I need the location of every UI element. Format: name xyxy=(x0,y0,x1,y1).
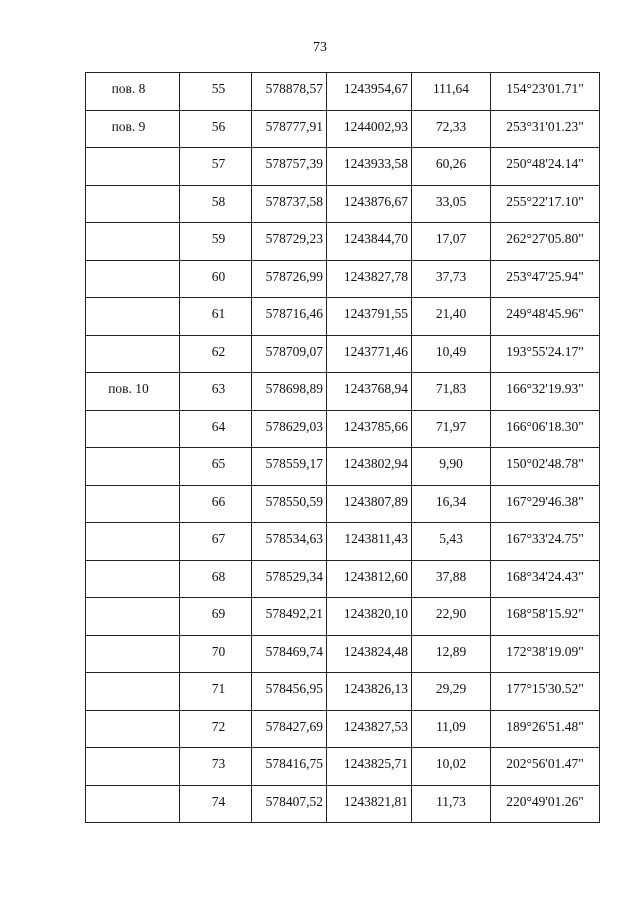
distance-cell-text: 29,29 xyxy=(435,681,467,696)
turn-label-cell-text xyxy=(86,448,179,456)
distance-cell xyxy=(412,298,491,336)
y-coordinate-cell-text: 1243768,94 xyxy=(343,381,408,396)
y-coordinate-cell-text: 1243876,67 xyxy=(343,193,408,209)
bearing-angle-cell-text: 193°55'24.17" xyxy=(506,343,584,359)
point-number-cell-text: 71 xyxy=(211,681,226,696)
y-coordinate-cell xyxy=(327,298,412,336)
distance-cell xyxy=(412,260,491,298)
distance-cell-text: 11,73 xyxy=(436,793,466,809)
y-coordinate-cell xyxy=(327,523,412,561)
point-number-cell xyxy=(180,485,252,523)
bearing-angle-cell-text: 202°56'01.47" xyxy=(506,756,584,771)
distance-cell xyxy=(412,110,491,148)
turn-label-cell xyxy=(86,635,180,673)
x-coordinate-cell-text: 578878,57 xyxy=(265,81,323,96)
point-number-cell-text: 57 xyxy=(211,156,226,171)
point-number-cell xyxy=(180,373,252,411)
table-row xyxy=(86,485,600,523)
page-number: 73 xyxy=(313,40,327,55)
y-coordinate-cell xyxy=(327,598,412,636)
x-coordinate-cell xyxy=(252,410,327,448)
y-coordinate-cell xyxy=(327,260,412,298)
bearing-angle-cell-text: 150°02'48.78" xyxy=(506,456,584,471)
bearing-angle-cell-text: 168°34'24.43" xyxy=(506,568,584,584)
turn-label-cell-text xyxy=(86,261,179,269)
distance-cell xyxy=(412,223,491,261)
point-number-cell xyxy=(180,785,252,823)
distance-cell-text: 71,83 xyxy=(435,381,467,396)
distance-cell-text: 11,09 xyxy=(436,718,466,734)
bearing-angle-cell xyxy=(491,410,600,448)
y-coordinate-cell-text: 1243820,10 xyxy=(343,606,408,621)
y-coordinate-cell-text: 1243791,55 xyxy=(343,306,408,321)
y-coordinate-cell-text: 1243825,71 xyxy=(343,756,408,771)
turn-label-cell xyxy=(86,523,180,561)
bearing-angle-cell-text: 262°27'05.80" xyxy=(506,231,584,246)
y-coordinate-cell xyxy=(327,223,412,261)
point-number-cell-text: 63 xyxy=(211,381,226,396)
x-coordinate-cell xyxy=(252,785,327,823)
bearing-angle-cell-text: 168°58'15.92" xyxy=(506,606,584,621)
y-coordinate-cell xyxy=(327,635,412,673)
turn-label-cell-text xyxy=(86,598,179,606)
bearing-angle-cell xyxy=(491,673,600,711)
distance-cell xyxy=(412,185,491,223)
x-coordinate-cell-text: 578729,23 xyxy=(265,231,323,246)
y-coordinate-cell xyxy=(327,560,412,598)
y-coordinate-cell-text: 1243811,43 xyxy=(344,531,408,546)
point-number-cell-text: 62 xyxy=(211,343,226,359)
bearing-angle-cell xyxy=(491,560,600,598)
point-number-cell xyxy=(180,223,252,261)
x-coordinate-cell xyxy=(252,110,327,148)
turn-label-cell-text xyxy=(86,523,179,531)
bearing-angle-cell xyxy=(491,710,600,748)
x-coordinate-cell-text: 578456,95 xyxy=(265,681,323,696)
distance-cell xyxy=(412,523,491,561)
y-coordinate-cell xyxy=(327,748,412,786)
x-coordinate-cell xyxy=(252,448,327,486)
table-row xyxy=(86,523,600,561)
distance-cell xyxy=(412,410,491,448)
y-coordinate-cell xyxy=(327,410,412,448)
point-number-cell-text: 67 xyxy=(211,531,226,546)
bearing-angle-cell xyxy=(491,260,600,298)
distance-cell xyxy=(412,73,491,111)
turn-label-cell xyxy=(86,710,180,748)
y-coordinate-cell xyxy=(327,485,412,523)
distance-cell xyxy=(412,598,491,636)
bearing-angle-cell xyxy=(491,635,600,673)
y-coordinate-cell-text: 1244002,93 xyxy=(343,118,408,134)
x-coordinate-cell xyxy=(252,373,327,411)
x-coordinate-cell-text: 578629,03 xyxy=(265,418,323,434)
distance-cell-text: 71,97 xyxy=(435,418,467,434)
turn-label-cell-text xyxy=(86,748,179,756)
turn-label-cell xyxy=(86,598,180,636)
x-coordinate-cell-text: 578716,46 xyxy=(265,306,323,321)
point-number-cell-text: 68 xyxy=(211,568,226,584)
x-coordinate-cell xyxy=(252,260,327,298)
distance-cell-text: 9,90 xyxy=(439,456,463,471)
distance-cell-text: 10,49 xyxy=(435,343,467,359)
y-coordinate-cell-text: 1243785,66 xyxy=(343,418,408,434)
point-number-cell-text: 70 xyxy=(211,643,226,659)
table-row xyxy=(86,635,600,673)
point-number-cell xyxy=(180,598,252,636)
coordinates-table xyxy=(85,72,600,823)
distance-cell xyxy=(412,748,491,786)
y-coordinate-cell-text: 1243844,70 xyxy=(343,231,408,246)
distance-cell xyxy=(412,710,491,748)
x-coordinate-cell xyxy=(252,148,327,186)
turn-label-cell-text xyxy=(86,486,179,494)
x-coordinate-cell-text: 578559,17 xyxy=(265,456,323,471)
bearing-angle-cell-text: 154°23'01.71" xyxy=(506,81,584,96)
point-number-cell-text: 74 xyxy=(211,793,226,809)
y-coordinate-cell xyxy=(327,185,412,223)
x-coordinate-cell-text: 578698,89 xyxy=(265,381,323,396)
bearing-angle-cell-text: 166°32'19.93" xyxy=(506,381,584,396)
point-number-cell xyxy=(180,185,252,223)
y-coordinate-cell-text: 1243827,78 xyxy=(343,268,408,284)
y-coordinate-cell xyxy=(327,148,412,186)
table-row xyxy=(86,73,600,111)
point-number-cell xyxy=(180,148,252,186)
y-coordinate-cell xyxy=(327,335,412,373)
y-coordinate-cell-text: 1243827,53 xyxy=(343,718,408,734)
distance-cell-text: 17,07 xyxy=(435,231,467,246)
x-coordinate-cell-text: 578726,99 xyxy=(265,268,323,284)
bearing-angle-cell-text: 255°22'17.10" xyxy=(506,193,584,209)
table-row xyxy=(86,560,600,598)
x-coordinate-cell-text: 578427,69 xyxy=(265,718,323,734)
point-number-cell xyxy=(180,410,252,448)
bearing-angle-cell xyxy=(491,748,600,786)
point-number-cell xyxy=(180,73,252,111)
turn-label-cell-text xyxy=(86,411,179,419)
turn-label-cell-text xyxy=(86,148,179,156)
table-row xyxy=(86,148,600,186)
distance-cell-text: 12,89 xyxy=(435,643,467,659)
turn-label-cell xyxy=(86,110,180,148)
turn-label-cell xyxy=(86,785,180,823)
turn-label-cell xyxy=(86,298,180,336)
turn-label-cell xyxy=(86,448,180,486)
y-coordinate-cell-text: 1243771,46 xyxy=(343,343,408,359)
bearing-angle-cell-text: 172°38'19.09" xyxy=(506,643,584,659)
turn-label-cell-text: пов. 9 xyxy=(111,118,146,134)
turn-label-cell xyxy=(86,410,180,448)
x-coordinate-cell xyxy=(252,635,327,673)
bearing-angle-cell xyxy=(491,335,600,373)
bearing-angle-cell xyxy=(491,298,600,336)
table-row xyxy=(86,710,600,748)
x-coordinate-cell xyxy=(252,73,327,111)
distance-cell xyxy=(412,335,491,373)
x-coordinate-cell-text: 578416,75 xyxy=(265,756,323,771)
y-coordinate-cell-text: 1243802,94 xyxy=(343,456,408,471)
distance-cell xyxy=(412,373,491,411)
distance-cell-text: 37,73 xyxy=(435,268,467,284)
y-coordinate-cell xyxy=(327,710,412,748)
turn-label-cell-text xyxy=(86,298,179,306)
x-coordinate-cell xyxy=(252,223,327,261)
bearing-angle-cell-text: 167°29'46.38" xyxy=(506,493,584,509)
point-number-cell xyxy=(180,748,252,786)
bearing-angle-cell xyxy=(491,448,600,486)
x-coordinate-cell xyxy=(252,710,327,748)
x-coordinate-cell-text: 578407,52 xyxy=(265,793,323,809)
distance-cell-text: 37,88 xyxy=(435,568,467,584)
distance-cell-text: 72,33 xyxy=(435,118,467,134)
bearing-angle-cell xyxy=(491,485,600,523)
y-coordinate-cell-text: 1243826,13 xyxy=(343,681,408,696)
point-number-cell xyxy=(180,635,252,673)
x-coordinate-cell xyxy=(252,598,327,636)
y-coordinate-cell xyxy=(327,73,412,111)
distance-cell-text: 10,02 xyxy=(435,756,467,771)
point-number-cell-text: 58 xyxy=(211,193,226,209)
turn-label-cell-text xyxy=(86,223,179,231)
table-row xyxy=(86,748,600,786)
point-number-cell xyxy=(180,298,252,336)
distance-cell-text: 5,43 xyxy=(439,531,463,546)
x-coordinate-cell xyxy=(252,485,327,523)
point-number-cell-text: 60 xyxy=(211,268,226,284)
y-coordinate-cell-text: 1243954,67 xyxy=(343,81,408,96)
distance-cell xyxy=(412,673,491,711)
point-number-cell xyxy=(180,448,252,486)
x-coordinate-cell-text: 578529,34 xyxy=(265,568,323,584)
table-row xyxy=(86,185,600,223)
point-number-cell-text: 65 xyxy=(211,456,226,471)
y-coordinate-cell-text: 1243807,89 xyxy=(343,493,408,509)
bearing-angle-cell-text: 167°33'24.75" xyxy=(506,531,584,546)
turn-label-cell xyxy=(86,373,180,411)
turn-label-cell xyxy=(86,260,180,298)
turn-label-cell xyxy=(86,185,180,223)
turn-label-cell xyxy=(86,223,180,261)
turn-label-cell-text: пов. 8 xyxy=(111,81,146,96)
table-row xyxy=(86,598,600,636)
y-coordinate-cell-text: 1243812,60 xyxy=(343,568,408,584)
distance-cell-text: 16,34 xyxy=(435,493,467,509)
point-number-cell-text: 59 xyxy=(211,231,226,246)
table-row xyxy=(86,673,600,711)
point-number-cell-text: 55 xyxy=(211,81,226,96)
coordinates-table-body xyxy=(86,73,600,823)
turn-label-cell xyxy=(86,148,180,186)
turn-label-cell-text xyxy=(86,186,179,194)
point-number-cell-text: 73 xyxy=(211,756,226,771)
point-number-cell-text: 72 xyxy=(211,718,226,734)
x-coordinate-cell-text: 578737,58 xyxy=(265,193,323,209)
x-coordinate-cell xyxy=(252,748,327,786)
bearing-angle-cell xyxy=(491,148,600,186)
bearing-angle-cell xyxy=(491,523,600,561)
bearing-angle-cell-text: 220°49'01.26" xyxy=(506,793,584,809)
bearing-angle-cell-text: 250°48'24.14" xyxy=(506,156,584,171)
x-coordinate-cell xyxy=(252,673,327,711)
x-coordinate-cell-text: 578709,07 xyxy=(265,343,323,359)
table-row xyxy=(86,335,600,373)
y-coordinate-cell xyxy=(327,373,412,411)
bearing-angle-cell xyxy=(491,785,600,823)
distance-cell xyxy=(412,635,491,673)
x-coordinate-cell-text: 578777,91 xyxy=(265,118,323,134)
point-number-cell xyxy=(180,260,252,298)
table-row xyxy=(86,298,600,336)
table-row xyxy=(86,260,600,298)
table-row xyxy=(86,223,600,261)
distance-cell-text: 111,64 xyxy=(432,81,470,96)
x-coordinate-cell-text: 578469,74 xyxy=(265,643,323,659)
point-number-cell xyxy=(180,523,252,561)
bearing-angle-cell xyxy=(491,223,600,261)
bearing-angle-cell-text: 253°47'25.94" xyxy=(506,268,584,284)
x-coordinate-cell-text: 578757,39 xyxy=(265,156,323,171)
turn-label-cell xyxy=(86,673,180,711)
distance-cell-text: 60,26 xyxy=(435,156,467,171)
x-coordinate-cell-text: 578534,63 xyxy=(265,531,323,546)
turn-label-cell xyxy=(86,748,180,786)
turn-label-cell-text xyxy=(86,711,179,719)
distance-cell xyxy=(412,560,491,598)
bearing-angle-cell xyxy=(491,598,600,636)
distance-cell xyxy=(412,148,491,186)
turn-label-cell xyxy=(86,73,180,111)
y-coordinate-cell-text: 1243933,58 xyxy=(343,156,408,171)
turn-label-cell-text: пов. 10 xyxy=(108,381,149,396)
distance-cell xyxy=(412,785,491,823)
table-row xyxy=(86,410,600,448)
x-coordinate-cell xyxy=(252,298,327,336)
point-number-cell-text: 56 xyxy=(211,118,226,134)
x-coordinate-cell xyxy=(252,523,327,561)
bearing-angle-cell xyxy=(491,185,600,223)
turn-label-cell-text xyxy=(86,636,179,644)
bearing-angle-cell-text: 189°26'51.48" xyxy=(506,718,584,734)
bearing-angle-cell xyxy=(491,73,600,111)
distance-cell-text: 33,05 xyxy=(435,193,467,209)
x-coordinate-cell-text: 578550,59 xyxy=(265,493,323,509)
bearing-angle-cell-text: 253°31'01.23" xyxy=(506,118,584,134)
turn-label-cell xyxy=(86,485,180,523)
bearing-angle-cell xyxy=(491,373,600,411)
point-number-cell-text: 69 xyxy=(211,606,226,621)
y-coordinate-cell xyxy=(327,448,412,486)
point-number-cell xyxy=(180,560,252,598)
distance-cell-text: 22,90 xyxy=(435,606,467,621)
point-number-cell xyxy=(180,110,252,148)
distance-cell-text: 21,40 xyxy=(435,306,467,321)
x-coordinate-cell xyxy=(252,335,327,373)
turn-label-cell xyxy=(86,335,180,373)
point-number-cell xyxy=(180,710,252,748)
table-row xyxy=(86,373,600,411)
turn-label-cell xyxy=(86,560,180,598)
y-coordinate-cell xyxy=(327,673,412,711)
bearing-angle-cell xyxy=(491,110,600,148)
x-coordinate-cell xyxy=(252,560,327,598)
table-row xyxy=(86,785,600,823)
table-row xyxy=(86,110,600,148)
distance-cell xyxy=(412,485,491,523)
bearing-angle-cell-text: 177°15'30.52" xyxy=(506,681,584,696)
turn-label-cell-text xyxy=(86,336,179,344)
x-coordinate-cell-text: 578492,21 xyxy=(265,606,323,621)
y-coordinate-cell xyxy=(327,785,412,823)
y-coordinate-cell-text: 1243821,81 xyxy=(343,793,408,809)
point-number-cell-text: 64 xyxy=(211,418,226,434)
turn-label-cell-text xyxy=(86,673,179,681)
y-coordinate-cell xyxy=(327,110,412,148)
bearing-angle-cell-text: 166°06'18.30" xyxy=(506,418,584,434)
point-number-cell-text: 61 xyxy=(211,306,226,321)
point-number-cell xyxy=(180,335,252,373)
point-number-cell xyxy=(180,673,252,711)
y-coordinate-cell-text: 1243824,48 xyxy=(343,643,408,659)
distance-cell xyxy=(412,448,491,486)
point-number-cell-text: 66 xyxy=(211,493,226,509)
x-coordinate-cell xyxy=(252,185,327,223)
turn-label-cell-text xyxy=(86,786,179,794)
bearing-angle-cell-text: 249°48'45.96" xyxy=(506,306,584,321)
table-row xyxy=(86,448,600,486)
turn-label-cell-text xyxy=(86,561,179,569)
